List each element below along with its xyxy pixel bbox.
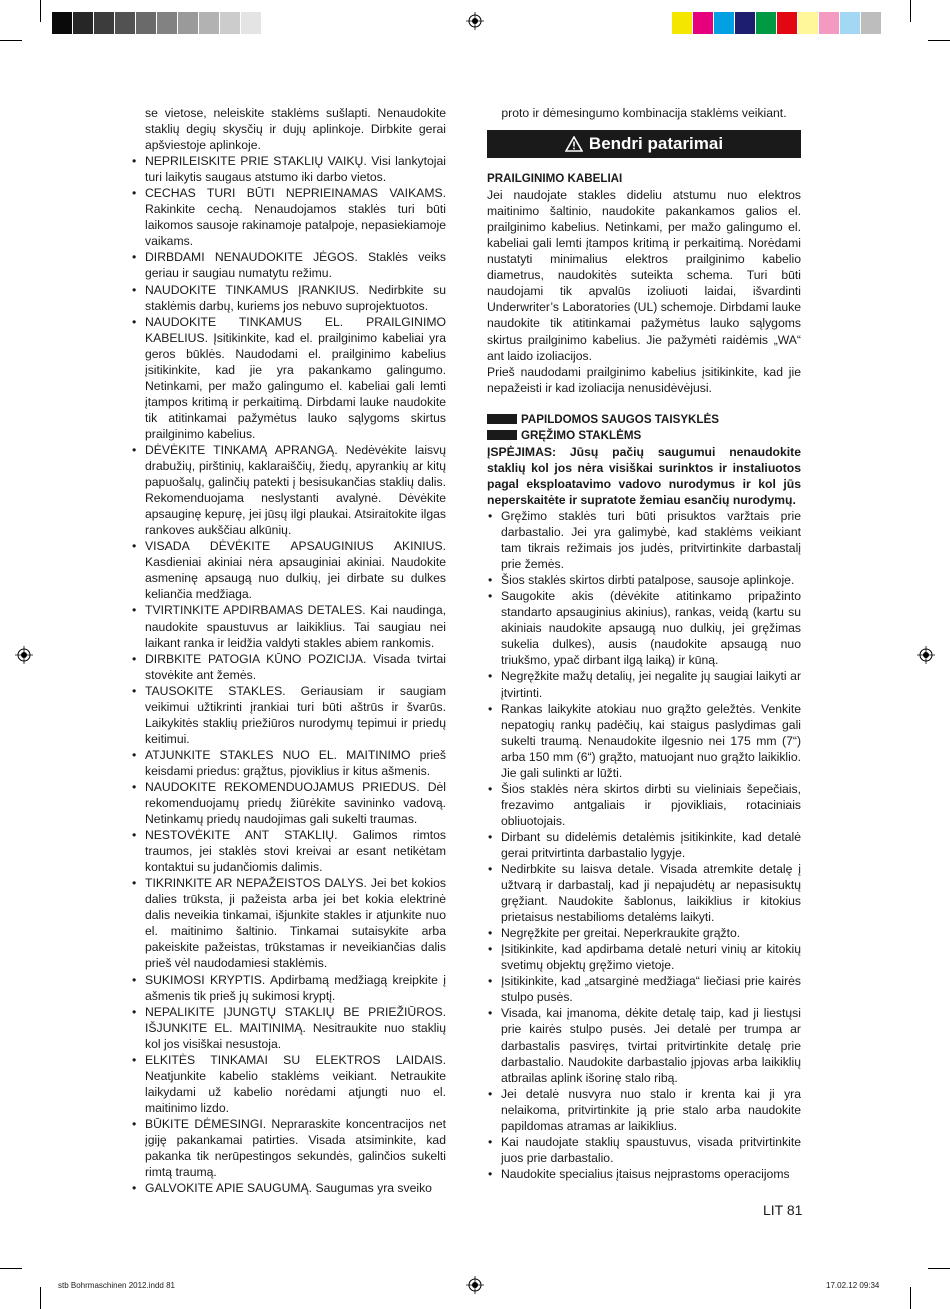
gray-swatch	[178, 12, 199, 34]
banner-title: Bendri patarimai	[588, 134, 724, 154]
list-item: • NAUDOKITE TINKAMUS ĮRANKIUS. Nedirbkite su staklėmis darbų, kuriems jos nebuvo suprojektuotos.	[131, 282, 446, 314]
gray-swatch	[199, 12, 220, 34]
list-item: • ATJUNKITE STAKLES NUO EL. MAITINIMO prieš keisdami priedus: grąžtus, pjoviklius ir kitus ašmenis.	[131, 747, 446, 779]
list-item: • Dirbant su didelėmis detalėmis įsitikinkite, kad detalė gerai pritvirtinta darbastalio lygyje.	[487, 829, 801, 861]
drill-press-rules-list	[487, 508, 801, 1182]
color-swatch	[714, 12, 735, 34]
color-swatch	[672, 12, 693, 34]
list-item: • Visada, kai įmanoma, dėkite detalę taip, kad ji liestųsi prie kairės stulpo pusės. Jei detalė per trumpa ar darbastalis pasviręs, tvirtai pritvirtinkite detalę prie darbastalio. Naudokite darbastalio įpjovas arba laikiklių atbrailas aplink išorinę stalo ribą.	[487, 1005, 801, 1085]
list-item: • Saugokite akis (dėvėkite atitinkamo pripažinto standarto apsauginius akinius), rankas, veidą (kartu su akiniais naudokite apsaugą nuo dulkių, jei gręžimas sukelia dulkes), ausis (naudokite apsaugą nuo triukšmo, ypač dirbant ilgą laiką) ir kūną.	[487, 588, 801, 668]
gray-swatch	[115, 12, 136, 34]
list-item: • TIKRINKITE AR NEPAŽEISTOS DALYS. Jei bet kokios dalies trūksta, ji pažeista arba jei bet kokia elektrinė dalis neveikia tinkamai, išjunkite stakles ir atjunkite nuo el. maitinimo šaltinio. Tinkamai sutaisykite arba pakeiskite pažeistas, trūkstamas ir neveikiančias dalis prieš vėl naudodamiesi staklėmis.	[131, 875, 446, 971]
registration-mark-icon	[466, 1276, 484, 1294]
crop-mark	[0, 1268, 22, 1269]
page-number: LIT 81	[763, 1202, 803, 1218]
heading-marker	[487, 430, 517, 440]
list-item: • Rankas laikykite atokiau nuo grąžto geležtės. Venkite nepatogių rankų padėčių, kai staigus paslydimas gali sukelti traumą. Nenaudokite ilgesnio nei 175 mm (7“) arba 150 mm (6“) grąžto, matuojant nuo grąžto laikiklio. Jie gali sulinkti ar lūžti.	[487, 701, 801, 781]
gray-swatch	[157, 12, 178, 34]
gray-swatch	[220, 12, 241, 34]
crop-mark	[0, 40, 22, 41]
list-item: • Naudokite specialius įtaisus neįprastoms operacijoms	[487, 1166, 801, 1182]
extension-cables-check-text: Prieš naudodami prailginimo kabelius įsitikinkite, kad jie nepažeisti ir kad izoliacija nenusidėvėjusi.	[487, 364, 801, 395]
list-item: • SUKIMOSI KRYPTIS. Apdirbamą medžiagą kreipkite į ašmenis tik prieš jų sukimosi kryptį.	[131, 972, 446, 1004]
crop-mark	[910, 0, 911, 22]
right-column	[487, 105, 801, 1182]
list-item: • NESTOVĖKITE ANT STAKLIŲ. Galimos rimtos traumos, jei staklės stovi kreivai ar esant netikėtam kontaktui su judančiomis dalimis.	[131, 827, 446, 875]
gray-swatch	[241, 12, 262, 34]
registration-mark-icon	[15, 646, 33, 664]
list-item: • NEPALIKITE ĮJUNGTŲ STAKLIŲ BE PRIEŽIŪROS. IŠJUNKITE EL. MAITINIMĄ. Nesitraukite nuo staklių kol jos visiškai nesustoja.	[131, 1004, 446, 1052]
warning-text: ĮSPĖJIMAS: Jūsų pačių saugumui nenaudokite staklių kol jos nėra visiškai surinktos ir instaliuotos pagal eksploatavimo vadovo nurodymus ir kol jūs neperskaitėte ir supratote žemiau esančių nurodymų.	[487, 444, 801, 507]
gray-swatch	[94, 12, 115, 34]
section-banner	[487, 130, 801, 158]
list-item: • Šios staklės nėra skirtos dirbti su vieliniais šepečiais, frezavimo antgaliais ir pjovikliais, rotaciniais obliuotojais.	[487, 781, 801, 829]
color-swatch	[819, 12, 840, 34]
list-item: • Kai naudojate staklių spaustuvus, visada pritvirtinkite juos prie darbastalio.	[487, 1134, 801, 1166]
continuation-text: proto ir dėmesingumo kombinacija staklėms veikiant.	[501, 106, 787, 120]
color-swatch	[840, 12, 861, 34]
list-item: • DĖVĖKITE TINKAMĄ APRANGĄ. Nedėvėkite laisvų drabužių, pirštinių, kaklaraiščių, žiedų, apyrankių ar kitų papuošalų, galinčių patekti į besisukančias staklių dalis. Rekomenduojama neslystanti avalynė. Dėvėkite apsauginę kepurę, jei jūsų ilgi plaukai. Atsiraitokite ilgas rankoves aukščiau alkūnių.	[131, 442, 446, 538]
color-swatch	[861, 12, 882, 34]
color-swatch	[693, 12, 714, 34]
list-item: • Gręžimo staklės turi būti prisuktos varžtais prie darbastalio. Jei yra galimybė, kad staklėms veikiant tam tikrais režimais jos judės, pritvirtinkite darbastalį prie žemės.	[487, 508, 801, 572]
list-item: • BŪKITE DĖMESINGI. Nepraraskite koncentracijos net įgiję pakankamai patirties. Visada atsiminkite, kad pakanka tik nerūpestingos sekundės, galinčios sukelti rimtą traumą.	[131, 1116, 446, 1180]
file-slug: stb Bohrmaschinen 2012.indd 81	[58, 1281, 175, 1290]
list-item: • NAUDOKITE TINKAMUS EL. PRAILGINIMO KABELIUS. Įsitikinkite, kad el. prailginimo kabeliai yra geros būklės. Naudodami el. prailginimo kabelius įsitikinkite, kad jie yra pakankamo galingumo. Netinkami, per mažo galingumo el. kabeliai gali lemti įtampos kritimą ir perkaitimą. Dirbdami lauke naudokite tik atitinkamai pažymėtus lauko sąlygoms skirtus prailginimo kabelius.	[131, 314, 446, 442]
list-item: • Nedirbkite su laisva detale. Visada atremkite detalę į užtvarą ir darbastalį, kad ji nepajudėtų ar nepasisuktų gręžiant. Naudokite šablonus, laikiklius ir kitokius prietaisus nestabilioms detalėms laikyti.	[487, 861, 801, 925]
registration-mark-icon	[466, 12, 484, 30]
list-item: • Įsitikinkite, kad „atsarginė medžiaga“ liečiasi prie kairės stulpo pusės.	[487, 973, 801, 1005]
list-item: • Negręžkite per greitai. Neperkraukite grąžto.	[487, 925, 801, 941]
crop-mark	[928, 40, 950, 41]
list-item: • VISADA DĖVĖKITE APSAUGINIUS AKINIUS. Kasdieniai akiniai nėra apsauginiai akiniai. Naudokite asmeninę apsaugą nuo dulkių, jei dirbate su dulkes keliančia medžiaga.	[131, 538, 446, 602]
extension-cables-text: Jei naudojate stakles dideliu atstumu nuo elektros maitinimo šaltinio, naudokite pakankamos galios el. prailginimo kabelius. Netinkami, per mažo galingumo el. kabeliai gali lemti įtampos kritimą ir perkaitimą. Norėdami nustatyti minimalius elektros prailginimo kabelio diametrus, naudokitės suteikta schema. Turi būti naudojami tik apvalūs izoliuoti laidai, išvardinti Underwriter’s Laboratories (UL) schemoje. Dirbdami lauke naudokite tik atitinkamai pažymėtus lauko sąlygoms skirtus prailginimo kabelius. Jie pažymėti raidėmis „WA“ ant laido izoliacijos.	[487, 188, 801, 363]
list-item: • GALVOKITE APIE SAUGUMĄ. Saugumas yra sveiko	[131, 1180, 446, 1196]
list-item: • Įsitikinkite, kad apdirbama detalė neturi vinių ar kitokių svetimų objektų gręžimo vietoje.	[487, 941, 801, 973]
gray-swatch	[52, 12, 73, 34]
general-safety-rules-list	[131, 153, 446, 1196]
list-item: • DIRBDAMI NENAUDOKITE JĖGOS. Staklės veiks geriau ir saugiau numatytu režimu.	[131, 249, 446, 281]
list-item: • Šios staklės skirtos dirbti patalpose, sausoje aplinkoje.	[487, 572, 801, 588]
date-slug: 17.02.12 09:34	[826, 1281, 880, 1290]
crop-mark	[928, 1268, 950, 1269]
gray-swatch	[136, 12, 157, 34]
additional-safety-heading: PAPILDOMOS SAUGOS TAISYKLĖS	[487, 412, 801, 428]
registration-mark-icon	[917, 646, 935, 664]
color-swatch	[798, 12, 819, 34]
list-item: • DIRBKITE PATOGIA KŪNO POZICIJA. Visada tvirtai stovėkite ant žemės.	[131, 651, 446, 683]
process-color-bar	[672, 12, 882, 34]
drill-press-heading: GRĘŽIMO STAKLĖMS	[487, 428, 801, 444]
crop-mark	[910, 1287, 911, 1309]
list-item: • Jei detalė nusvyra nuo stalo ir krenta kai ji yra nelaikoma, pritvirtinkite ją prie stalo arba naudokite papildomas atramas ar laikiklius.	[487, 1086, 801, 1134]
warning-triangle-icon	[565, 136, 583, 152]
list-item: • NEPRILEISKITE PRIE STAKLIŲ VAIKŲ. Visi lankytojai turi laikytis saugaus atstumo iki darbo vietos.	[131, 153, 446, 185]
left-column	[131, 105, 446, 1196]
list-item: • CECHAS TURI BŪTI NEPRIEINAMAS VAIKAMS. Rakinkite cechą. Nenaudojamos staklės turi būti laikomos sausoje rakinamoje patalpoje, nepasiekiamoje vaikams.	[131, 185, 446, 249]
heading-marker	[487, 414, 517, 424]
intro-continuation-text: se vietose, neleiskite staklėms sušlapti. Nenaudokite staklių degių skysčių ir dujų aplinkoje. Dirbkite gerai apšviestoje aplinkoje.	[145, 106, 446, 153]
color-swatch	[735, 12, 756, 34]
crop-mark	[40, 1287, 41, 1309]
crop-mark	[40, 0, 41, 22]
extension-cables-heading: PRAILGINIMO KABELIAI	[487, 172, 623, 186]
color-swatch	[777, 12, 798, 34]
list-item: • TVIRTINKITE APDIRBAMAS DETALES. Kai naudinga, naudokite spaustuvus ar laikiklius. Tai saugiau nei laikant ranka ir leidžia valdyti stakles abiem rankomis.	[131, 602, 446, 650]
gray-swatch	[73, 12, 94, 34]
list-item: • NAUDOKITE REKOMENDUOJAMUS PRIEDUS. Dėl rekomenduojamų priedų žiūrėkite savininko vadovą. Netinkamų priedų naudojimas gali sukelti traumas.	[131, 779, 446, 827]
color-swatch	[756, 12, 777, 34]
grayscale-color-bar	[52, 12, 262, 34]
list-item: • ELKITĖS TINKAMAI SU ELEKTROS LAIDAIS. Neatjunkite kabelio staklėms veikiant. Netraukite laikydami už kabelio norėdami atjungti nuo el. maitinimo lizdo.	[131, 1052, 446, 1116]
list-item: • TAUSOKITE STAKLES. Geriausiam ir saugiam veikimui užtikrinti įrankiai turi būti aštrūs ir švarūs. Laikykitės staklių priežiūros nurodymų tepimui ir priedų keitimui.	[131, 683, 446, 747]
list-item: • Negręžkite mažų detalių, jei negalite jų saugiai laikyti ar įtvirtinti.	[487, 668, 801, 700]
